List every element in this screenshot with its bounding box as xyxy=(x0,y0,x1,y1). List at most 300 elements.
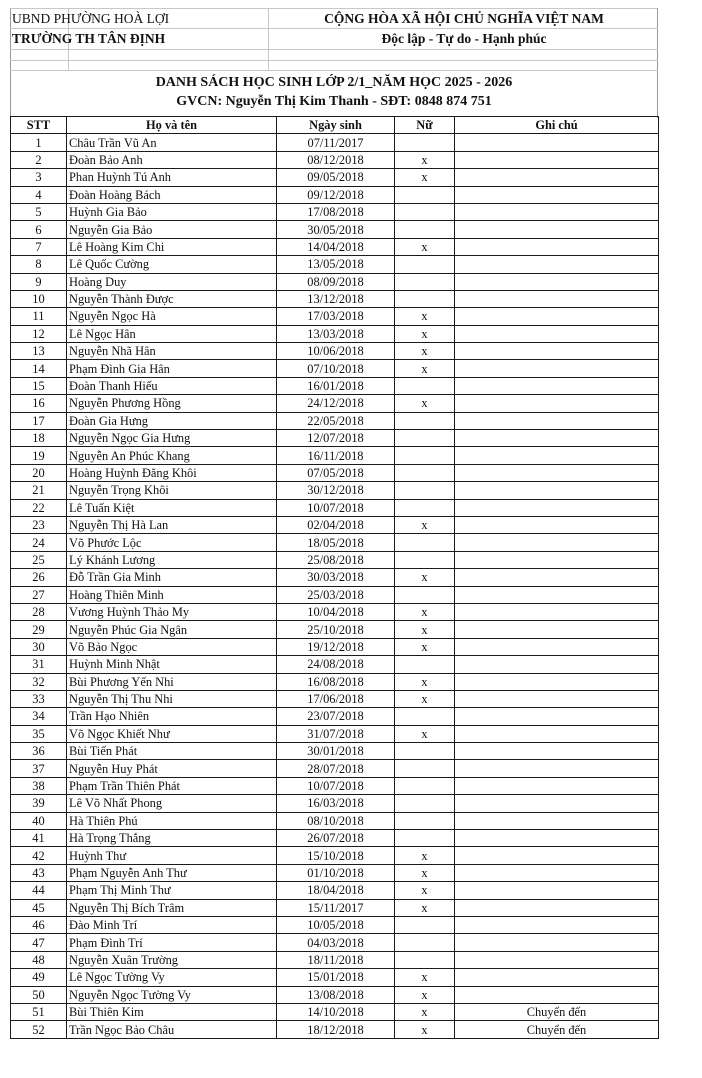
row-female xyxy=(395,203,455,220)
row-female xyxy=(395,551,455,568)
row-name: Nguyễn Thị Bích Trâm xyxy=(67,899,277,916)
table-row xyxy=(11,290,659,307)
row-stt: 36 xyxy=(11,743,67,760)
table-row xyxy=(11,795,659,812)
row-name: Huỳnh Thư xyxy=(67,847,277,864)
row-name: Phan Huỳnh Tú Anh xyxy=(67,169,277,186)
row-dob: 08/10/2018 xyxy=(277,812,395,829)
row-dob: 10/06/2018 xyxy=(277,343,395,360)
table-row xyxy=(11,238,659,255)
row-dob: 07/05/2018 xyxy=(277,464,395,481)
row-stt: 5 xyxy=(11,203,67,220)
table-row xyxy=(11,395,659,412)
row-stt: 35 xyxy=(11,725,67,742)
table-row xyxy=(11,725,659,742)
row-female: x xyxy=(395,360,455,377)
row-note xyxy=(455,238,659,255)
table-row xyxy=(11,830,659,847)
table-row xyxy=(11,569,659,586)
col-header-name: Họ và tên xyxy=(67,117,277,134)
row-dob: 18/05/2018 xyxy=(277,534,395,551)
row-name: Châu Trần Vũ An xyxy=(67,134,277,151)
row-female xyxy=(395,812,455,829)
row-female xyxy=(395,934,455,951)
table-row xyxy=(11,621,659,638)
row-stt: 37 xyxy=(11,760,67,777)
row-female: x xyxy=(395,343,455,360)
row-note xyxy=(455,551,659,568)
row-note xyxy=(455,308,659,325)
row-name: Nguyễn Ngọc Hà xyxy=(67,308,277,325)
row-name: Nguyễn Phương Hồng xyxy=(67,395,277,412)
table-row xyxy=(11,690,659,707)
row-name: Hoàng Duy xyxy=(67,273,277,290)
row-name: Đào Minh Trí xyxy=(67,916,277,933)
row-stt: 14 xyxy=(11,360,67,377)
table-row xyxy=(11,934,659,951)
row-dob: 16/01/2018 xyxy=(277,377,395,394)
row-note xyxy=(455,934,659,951)
row-name: Huỳnh Gia Bảo xyxy=(67,203,277,220)
row-female: x xyxy=(395,169,455,186)
row-female: x xyxy=(395,969,455,986)
row-stt: 27 xyxy=(11,586,67,603)
row-name: Nguyễn Huy Phát xyxy=(67,760,277,777)
row-dob: 25/03/2018 xyxy=(277,586,395,603)
row-dob: 17/08/2018 xyxy=(277,203,395,220)
row-female xyxy=(395,499,455,516)
row-dob: 10/04/2018 xyxy=(277,603,395,620)
row-name: Hà Trọng Thắng xyxy=(67,830,277,847)
row-name: Phạm Thị Minh Thư xyxy=(67,882,277,899)
row-note xyxy=(455,795,659,812)
row-dob: 30/12/2018 xyxy=(277,482,395,499)
row-name: Nguyễn Thị Hà Lan xyxy=(67,516,277,533)
row-note xyxy=(455,603,659,620)
table-row xyxy=(11,586,659,603)
row-dob: 24/08/2018 xyxy=(277,656,395,673)
row-stt: 39 xyxy=(11,795,67,812)
row-female xyxy=(395,760,455,777)
row-note xyxy=(455,760,659,777)
row-female xyxy=(395,830,455,847)
row-note xyxy=(455,847,659,864)
row-stt: 46 xyxy=(11,916,67,933)
row-stt: 48 xyxy=(11,951,67,968)
table-row xyxy=(11,203,659,220)
row-dob: 15/01/2018 xyxy=(277,969,395,986)
row-stt: 15 xyxy=(11,377,67,394)
row-female: x xyxy=(395,308,455,325)
row-name: Đoàn Hoàng Bách xyxy=(67,186,277,203)
table-row xyxy=(11,256,659,273)
row-note xyxy=(455,534,659,551)
table-row xyxy=(11,134,659,151)
row-name: Nguyễn Thị Thu Nhi xyxy=(67,690,277,707)
row-name: Lê Hoàng Kim Chi xyxy=(67,238,277,255)
row-dob: 25/10/2018 xyxy=(277,621,395,638)
table-row xyxy=(11,882,659,899)
row-stt: 44 xyxy=(11,882,67,899)
national-motto: Độc lập - Tự do - Hạnh phúc xyxy=(381,31,547,46)
row-dob: 17/06/2018 xyxy=(277,690,395,707)
row-name: Đoàn Gia Hưng xyxy=(67,412,277,429)
row-female xyxy=(395,134,455,151)
row-female xyxy=(395,256,455,273)
row-stt: 1 xyxy=(11,134,67,151)
row-name: Lý Khánh Lương xyxy=(67,551,277,568)
row-stt: 30 xyxy=(11,638,67,655)
table-row xyxy=(11,221,659,238)
row-note xyxy=(455,151,659,168)
row-female xyxy=(395,377,455,394)
row-name: Đoàn Bảo Anh xyxy=(67,151,277,168)
table-row xyxy=(11,482,659,499)
row-female xyxy=(395,534,455,551)
row-note xyxy=(455,343,659,360)
row-dob: 23/07/2018 xyxy=(277,708,395,725)
row-stt: 11 xyxy=(11,308,67,325)
row-stt: 31 xyxy=(11,656,67,673)
row-stt: 49 xyxy=(11,969,67,986)
row-note xyxy=(455,186,659,203)
table-row xyxy=(11,377,659,394)
header-row-2 xyxy=(10,31,658,49)
col-header-dob: Ngày sinh xyxy=(277,117,395,134)
row-dob: 09/12/2018 xyxy=(277,186,395,203)
table-row xyxy=(11,986,659,1003)
country-name: CỘNG HÒA XÃ HỘI CHỦ NGHĨA VIỆT NAM xyxy=(324,11,604,26)
row-name: Võ Phước Lộc xyxy=(67,534,277,551)
row-dob: 17/03/2018 xyxy=(277,308,395,325)
row-female: x xyxy=(395,899,455,916)
row-stt: 40 xyxy=(11,812,67,829)
row-female xyxy=(395,273,455,290)
row-note xyxy=(455,482,659,499)
table-row xyxy=(11,464,659,481)
row-name: Đoàn Thanh Hiếu xyxy=(67,377,277,394)
table-row xyxy=(11,1021,659,1038)
row-dob: 02/04/2018 xyxy=(277,516,395,533)
row-dob: 15/11/2017 xyxy=(277,899,395,916)
row-name: Bùi Thiên Kim xyxy=(67,1003,277,1020)
row-dob: 15/10/2018 xyxy=(277,847,395,864)
table-row xyxy=(11,447,659,464)
row-note xyxy=(455,325,659,342)
row-note xyxy=(455,830,659,847)
row-stt: 34 xyxy=(11,708,67,725)
row-dob: 01/10/2018 xyxy=(277,864,395,881)
col-header-stt: STT xyxy=(11,117,67,134)
table-header-row xyxy=(11,117,659,134)
row-note xyxy=(455,516,659,533)
gridline xyxy=(10,70,658,71)
row-female: x xyxy=(395,882,455,899)
school-name: TRƯỜNG TH TÂN ĐỊNH xyxy=(12,31,166,46)
row-female: x xyxy=(395,986,455,1003)
row-name: Nguyễn Xuân Trường xyxy=(67,951,277,968)
row-note xyxy=(455,499,659,516)
row-name: Bùi Phương Yến Nhi xyxy=(67,673,277,690)
row-note xyxy=(455,377,659,394)
row-dob: 14/04/2018 xyxy=(277,238,395,255)
row-name: Vương Huỳnh Thảo My xyxy=(67,603,277,620)
teacher-info: GVCN: Nguyễn Thị Kim Thanh - SĐT: 0848 874 751 xyxy=(176,94,492,109)
row-name: Lê Ngọc Tường Vy xyxy=(67,969,277,986)
row-name: Phạm Trần Thiên Phát xyxy=(67,777,277,794)
row-stt: 25 xyxy=(11,551,67,568)
row-note xyxy=(455,690,659,707)
row-name: Huỳnh Minh Nhật xyxy=(67,656,277,673)
student-table xyxy=(10,116,659,1039)
row-name: Bùi Tiến Phát xyxy=(67,743,277,760)
row-dob: 09/05/2018 xyxy=(277,169,395,186)
row-note xyxy=(455,864,659,881)
row-name: Nguyễn An Phúc Khang xyxy=(67,447,277,464)
row-stt: 19 xyxy=(11,447,67,464)
row-note xyxy=(455,586,659,603)
row-dob: 07/10/2018 xyxy=(277,360,395,377)
row-female: x xyxy=(395,325,455,342)
row-stt: 43 xyxy=(11,864,67,881)
row-female: x xyxy=(395,569,455,586)
row-stt: 20 xyxy=(11,464,67,481)
table-row xyxy=(11,412,659,429)
row-stt: 13 xyxy=(11,343,67,360)
row-note xyxy=(455,899,659,916)
col-header-female: Nữ xyxy=(395,117,455,134)
row-note xyxy=(455,290,659,307)
row-note xyxy=(455,777,659,794)
row-name: Nguyễn Trọng Khôi xyxy=(67,482,277,499)
row-stt: 12 xyxy=(11,325,67,342)
row-female: x xyxy=(395,1021,455,1038)
row-stt: 3 xyxy=(11,169,67,186)
row-female xyxy=(395,656,455,673)
row-female: x xyxy=(395,690,455,707)
row-note xyxy=(455,673,659,690)
row-note xyxy=(455,812,659,829)
row-note xyxy=(455,708,659,725)
row-name: Phạm Nguyễn Anh Thư xyxy=(67,864,277,881)
row-note: Chuyển đến xyxy=(455,1003,659,1020)
row-dob: 13/08/2018 xyxy=(277,986,395,1003)
table-row xyxy=(11,969,659,986)
row-stt: 17 xyxy=(11,412,67,429)
row-note xyxy=(455,656,659,673)
row-stt: 9 xyxy=(11,273,67,290)
row-female: x xyxy=(395,516,455,533)
row-name: Trần Hạo Nhiên xyxy=(67,708,277,725)
table-row xyxy=(11,534,659,551)
row-name: Lê Tuấn Kiệt xyxy=(67,499,277,516)
row-note xyxy=(455,412,659,429)
row-dob: 07/11/2017 xyxy=(277,134,395,151)
row-name: Nguyễn Gia Bảo xyxy=(67,221,277,238)
row-note xyxy=(455,221,659,238)
row-note xyxy=(455,986,659,1003)
row-dob: 10/07/2018 xyxy=(277,777,395,794)
header-row-1 xyxy=(10,11,658,29)
row-dob: 31/07/2018 xyxy=(277,725,395,742)
row-dob: 25/08/2018 xyxy=(277,551,395,568)
row-dob: 13/03/2018 xyxy=(277,325,395,342)
row-female: x xyxy=(395,864,455,881)
row-note xyxy=(455,464,659,481)
table-row xyxy=(11,656,659,673)
row-dob: 13/05/2018 xyxy=(277,256,395,273)
row-stt: 38 xyxy=(11,777,67,794)
list-title: DANH SÁCH HỌC SINH LỚP 2/1_NĂM HỌC 2025 - 2026 xyxy=(155,75,513,90)
table-row xyxy=(11,916,659,933)
row-dob: 10/05/2018 xyxy=(277,916,395,933)
row-stt: 8 xyxy=(11,256,67,273)
row-note xyxy=(455,169,659,186)
row-stt: 2 xyxy=(11,151,67,168)
row-note xyxy=(455,134,659,151)
table-row xyxy=(11,186,659,203)
table-row xyxy=(11,308,659,325)
row-note xyxy=(455,951,659,968)
row-dob: 08/09/2018 xyxy=(277,273,395,290)
row-female xyxy=(395,916,455,933)
row-note xyxy=(455,203,659,220)
row-stt: 32 xyxy=(11,673,67,690)
row-female xyxy=(395,290,455,307)
row-female xyxy=(395,430,455,447)
row-stt: 16 xyxy=(11,395,67,412)
row-dob: 22/05/2018 xyxy=(277,412,395,429)
row-dob: 16/03/2018 xyxy=(277,795,395,812)
document-sheet xyxy=(10,8,658,1046)
row-female: x xyxy=(395,725,455,742)
row-stt: 51 xyxy=(11,1003,67,1020)
row-name: Nguyễn Ngọc Tường Vy xyxy=(67,986,277,1003)
table-row xyxy=(11,169,659,186)
table-row xyxy=(11,708,659,725)
row-stt: 7 xyxy=(11,238,67,255)
row-female xyxy=(395,186,455,203)
row-note xyxy=(455,447,659,464)
row-dob: 26/07/2018 xyxy=(277,830,395,847)
row-name: Lê Võ Nhất Phong xyxy=(67,795,277,812)
row-female xyxy=(395,743,455,760)
row-stt: 41 xyxy=(11,830,67,847)
row-note xyxy=(455,916,659,933)
row-note xyxy=(455,256,659,273)
table-row xyxy=(11,273,659,290)
row-name: Lê Quốc Cường xyxy=(67,256,277,273)
row-dob: 04/03/2018 xyxy=(277,934,395,951)
row-name: Võ Ngọc Khiết Như xyxy=(67,725,277,742)
row-note xyxy=(455,430,659,447)
row-dob: 14/10/2018 xyxy=(277,1003,395,1020)
row-female xyxy=(395,951,455,968)
row-dob: 18/04/2018 xyxy=(277,882,395,899)
row-stt: 6 xyxy=(11,221,67,238)
table-row xyxy=(11,777,659,794)
row-female xyxy=(395,795,455,812)
table-row xyxy=(11,603,659,620)
gridline xyxy=(10,49,658,50)
col-header-note: Ghi chú xyxy=(455,117,659,134)
table-row xyxy=(11,551,659,568)
row-female: x xyxy=(395,847,455,864)
table-row xyxy=(11,812,659,829)
table-row xyxy=(11,499,659,516)
row-female xyxy=(395,586,455,603)
row-female: x xyxy=(395,238,455,255)
row-female xyxy=(395,447,455,464)
row-name: Nguyễn Phúc Gia Ngân xyxy=(67,621,277,638)
table-row xyxy=(11,673,659,690)
row-name: Nguyễn Nhã Hân xyxy=(67,343,277,360)
row-dob: 24/12/2018 xyxy=(277,395,395,412)
district-name: UBND PHƯỜNG HOÀ LỢI xyxy=(12,11,170,26)
row-female: x xyxy=(395,673,455,690)
row-stt: 24 xyxy=(11,534,67,551)
row-name: Hoàng Thiên Minh xyxy=(67,586,277,603)
row-stt: 23 xyxy=(11,516,67,533)
row-note xyxy=(455,395,659,412)
row-name: Hà Thiên Phú xyxy=(67,812,277,829)
row-name: Nguyễn Thành Được xyxy=(67,290,277,307)
row-stt: 28 xyxy=(11,603,67,620)
row-note xyxy=(455,882,659,899)
row-dob: 10/07/2018 xyxy=(277,499,395,516)
row-note xyxy=(455,969,659,986)
table-row xyxy=(11,760,659,777)
table-row xyxy=(11,360,659,377)
row-note xyxy=(455,743,659,760)
row-stt: 50 xyxy=(11,986,67,1003)
row-female xyxy=(395,482,455,499)
row-name: Võ Bảo Ngọc xyxy=(67,638,277,655)
table-body xyxy=(11,134,659,1038)
row-dob: 30/03/2018 xyxy=(277,569,395,586)
row-dob: 18/11/2018 xyxy=(277,951,395,968)
row-note xyxy=(455,621,659,638)
row-stt: 10 xyxy=(11,290,67,307)
row-name: Phạm Đình Trí xyxy=(67,934,277,951)
row-note xyxy=(455,725,659,742)
row-female: x xyxy=(395,395,455,412)
row-stt: 33 xyxy=(11,690,67,707)
row-stt: 4 xyxy=(11,186,67,203)
row-stt: 42 xyxy=(11,847,67,864)
row-dob: 18/12/2018 xyxy=(277,1021,395,1038)
table-row xyxy=(11,325,659,342)
row-stt: 52 xyxy=(11,1021,67,1038)
row-female: x xyxy=(395,621,455,638)
row-dob: 12/07/2018 xyxy=(277,430,395,447)
row-female: x xyxy=(395,603,455,620)
table-row xyxy=(11,899,659,916)
row-stt: 18 xyxy=(11,430,67,447)
table-row xyxy=(11,638,659,655)
row-note xyxy=(455,360,659,377)
row-note xyxy=(455,638,659,655)
row-note: Chuyển đến xyxy=(455,1021,659,1038)
row-female xyxy=(395,464,455,481)
row-dob: 13/12/2018 xyxy=(277,290,395,307)
row-dob: 08/12/2018 xyxy=(277,151,395,168)
row-dob: 30/05/2018 xyxy=(277,221,395,238)
row-note xyxy=(455,273,659,290)
gridline xyxy=(10,60,658,61)
row-dob: 30/01/2018 xyxy=(277,743,395,760)
row-female xyxy=(395,221,455,238)
